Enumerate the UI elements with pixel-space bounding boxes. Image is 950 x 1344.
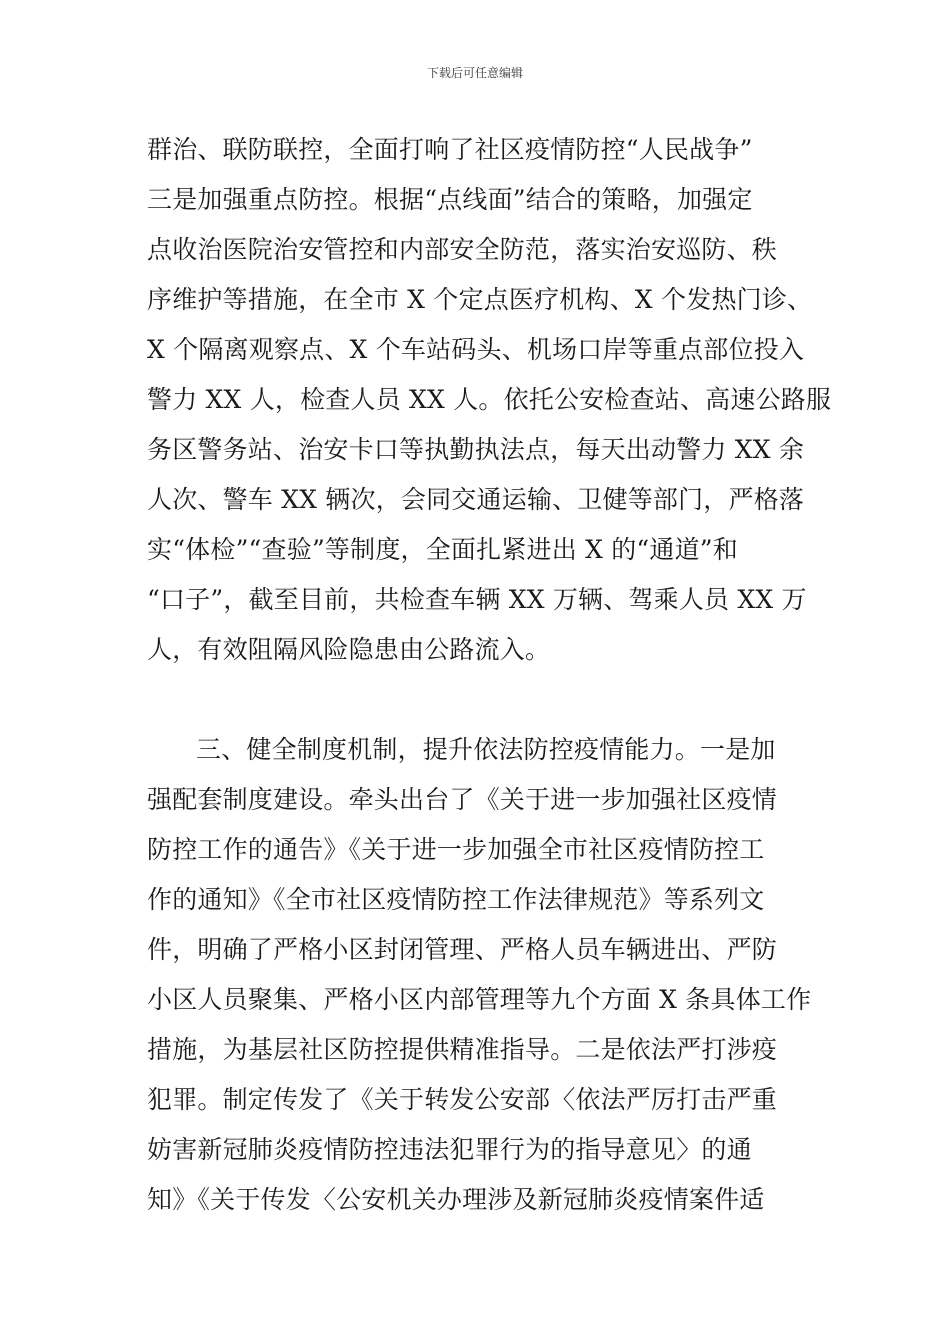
text-line: 点收治医院治安管控和内部安全防范，落实治安巡防、秩 [147,235,778,264]
text-line: 件，明确了严格小区封闭管理、严格人员车辆进出、严防 [147,935,778,964]
text-line: 警力 XX 人，检查人员 XX 人。依托公安检查站、高速公路服 [147,385,832,414]
text-line: 强配套制度建设。牵头出台了《关于进一步加强社区疫情 [147,785,778,814]
text-line: 犯罪。制定传发了《关于转发公安部〈依法严厉打击严重 [147,1085,778,1114]
page-header: 下载后可任意编辑 [426,66,523,80]
text-line: 序维护等措施，在全市 X 个定点医疗机构、X 个发热门诊、 [147,285,813,314]
text-line: 作的通知》《全市社区疫情防控工作法律规范》等系列文 [147,885,765,914]
text-line: 人，有效阻隔风险隐患由公路流入。 [147,635,551,664]
text-line: 务区警务站、治安卡口等执勤执法点，每天出动警力 XX 余 [147,435,805,464]
text-line: 群治、联防联控，全面打响了社区疫情防控“人民战争” [147,135,753,164]
text-line: 小区人员聚集、严格小区内部管理等九个方面 X 条具体工作 [147,985,812,1014]
text-line: 人次、警车 XX 辆次，会同交通运输、卫健等部门，严格落 [147,485,805,514]
text-line: 防控工作的通告》《关于进一步加强全市社区疫情防控工 [147,835,765,864]
text-line: 三是加强重点防控。根据“点线面”结合的策略，加强定 [147,185,753,214]
text-line: 妨害新冠肺炎疫情防控违法犯罪行为的指导意见〉的通 [147,1135,752,1164]
text-line: X 个隔离观察点、X 个车站码头、机场口岸等重点部位投入 [147,335,805,364]
text-line: 实“体检”“查验”等制度，全面扎紧进出 X 的“通道”和 [147,535,738,564]
paragraph-first-line: 三、健全制度机制，提升依法防控疫情能力。一是加 [196,735,776,764]
text-line: 知》《关于传发〈公安机关办理涉及新冠肺炎疫情案件适 [147,1185,765,1214]
text-line: 措施，为基层社区防控提供精准指导。二是依法严打涉疫 [147,1035,778,1064]
text-line: “口子”，截至目前，共检查车辆 XX 万辆、驾乘人员 XX 万 [147,585,807,614]
